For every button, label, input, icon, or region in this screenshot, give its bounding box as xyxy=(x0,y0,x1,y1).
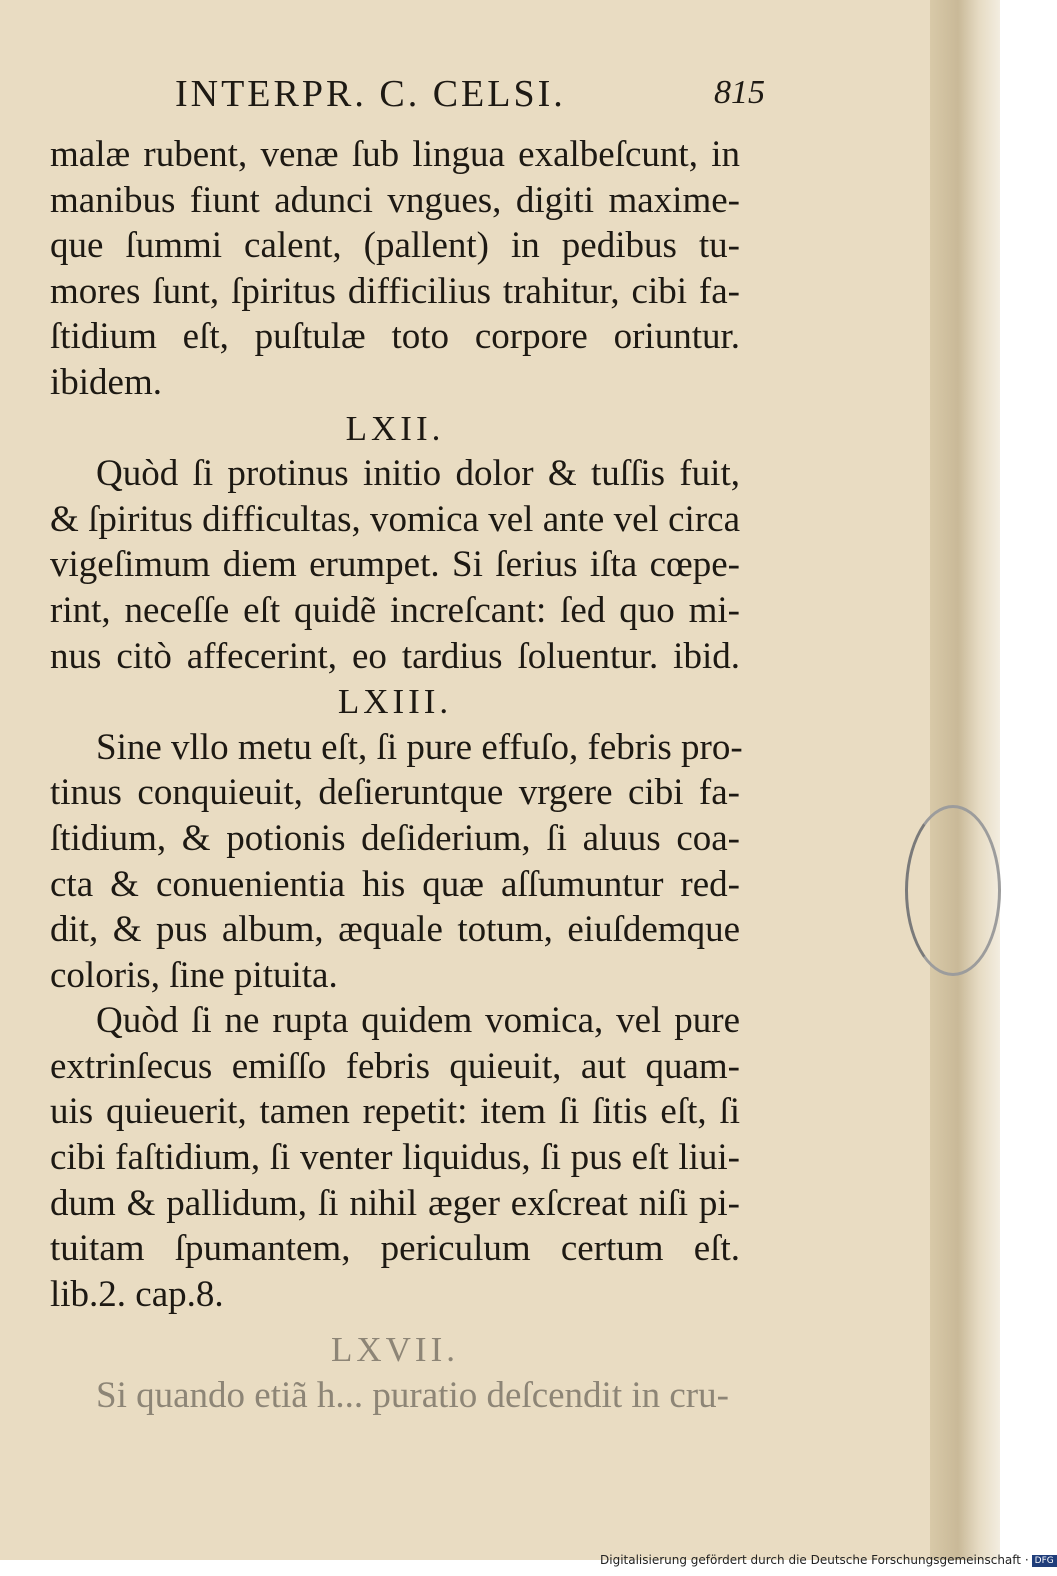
text-line: Sine vllo metu eſt, ſi pure effuſo, febris pro- xyxy=(96,726,743,768)
text-line: nus citò affecerint, eo tardius ſoluentur. ibid. xyxy=(50,635,740,677)
text-line: coloris, ſine pituita. xyxy=(50,954,338,996)
text-line: vigeſimum diem erumpet. Si ſerius iſta cœpe- xyxy=(50,544,740,586)
faded-text-line: Si quando etiã h... puratio deſcendit in cru- xyxy=(96,1375,729,1417)
text-line: mores ſunt, ſpiritus difficilius trahitur, cibi fa- xyxy=(50,270,740,312)
page-edge xyxy=(930,0,1000,1560)
text-line: lib.2. cap.8. xyxy=(50,1273,224,1315)
text-line: manibus fiunt adunci vngues, digiti maxime- xyxy=(50,179,740,221)
text-line: cta & conuenientia his quæ aſſumuntur red- xyxy=(50,863,740,905)
text-line: Quòd ſi protinus initio dolor & tuſſis fuit, xyxy=(96,453,740,495)
text-line: cibi faſtidium, ſi venter liquidus, ſi pus eſt liui- xyxy=(50,1137,740,1179)
text-line: dum & pallidum, ſi nihil æger exſcreat niſi pi- xyxy=(50,1182,740,1224)
running-head: INTERPR. C. CELSI. xyxy=(175,73,566,115)
text-line: dit, & pus album, æquale totum, eiuſdemque xyxy=(50,909,740,951)
section-heading-62: LXII. xyxy=(345,408,445,448)
text-line: que ſummi calent, (pallent) in pedibus tu- xyxy=(50,225,740,267)
page-text xyxy=(50,132,743,1419)
text-line: ſtidium, & potionis deſiderium, ſi aluus coa- xyxy=(50,817,740,859)
text-line: & ſpiritus difficultas, vomica vel ante vel circa xyxy=(50,498,740,540)
text-line: ſtidium eſt, puſtulæ toto corpore oriuntur. xyxy=(50,316,740,358)
section-heading-63: LXIII. xyxy=(337,682,453,722)
page-header xyxy=(175,72,765,132)
text-line: Quòd ſi ne rupta quidem vomica, vel pure xyxy=(96,1000,740,1042)
text-line: extrinſecus emiſſo febris quieuit, aut quam- xyxy=(50,1045,740,1087)
text-line: tuitam ſpumantem, periculum certum eſt. xyxy=(50,1228,740,1270)
text-line: uis quieuerit, tamen repetit: item ſi ſitis eſt, ſi xyxy=(50,1091,740,1133)
text-line: rint, neceſſe eſt quidẽ increſcant: ſed quo mi- xyxy=(50,589,740,631)
text-line: ibidem. xyxy=(50,361,163,403)
page-number: 815 xyxy=(714,74,765,111)
text-line: tinus conquieuit, deſieruntque vrgere cibi fa- xyxy=(50,772,740,814)
page-clip-ring xyxy=(905,805,1001,976)
dfg-logo: DFG xyxy=(1032,1555,1057,1567)
footer-text: Digitalisierung gefördert durch die Deutsche Forschungsgemeinschaft · xyxy=(600,1553,1029,1567)
text-line: malæ rubent, venæ ſub lingua exalbeſcunt, in xyxy=(50,134,740,175)
digitization-footer xyxy=(600,1553,1057,1573)
section-heading-67: LXVII. xyxy=(331,1330,459,1370)
